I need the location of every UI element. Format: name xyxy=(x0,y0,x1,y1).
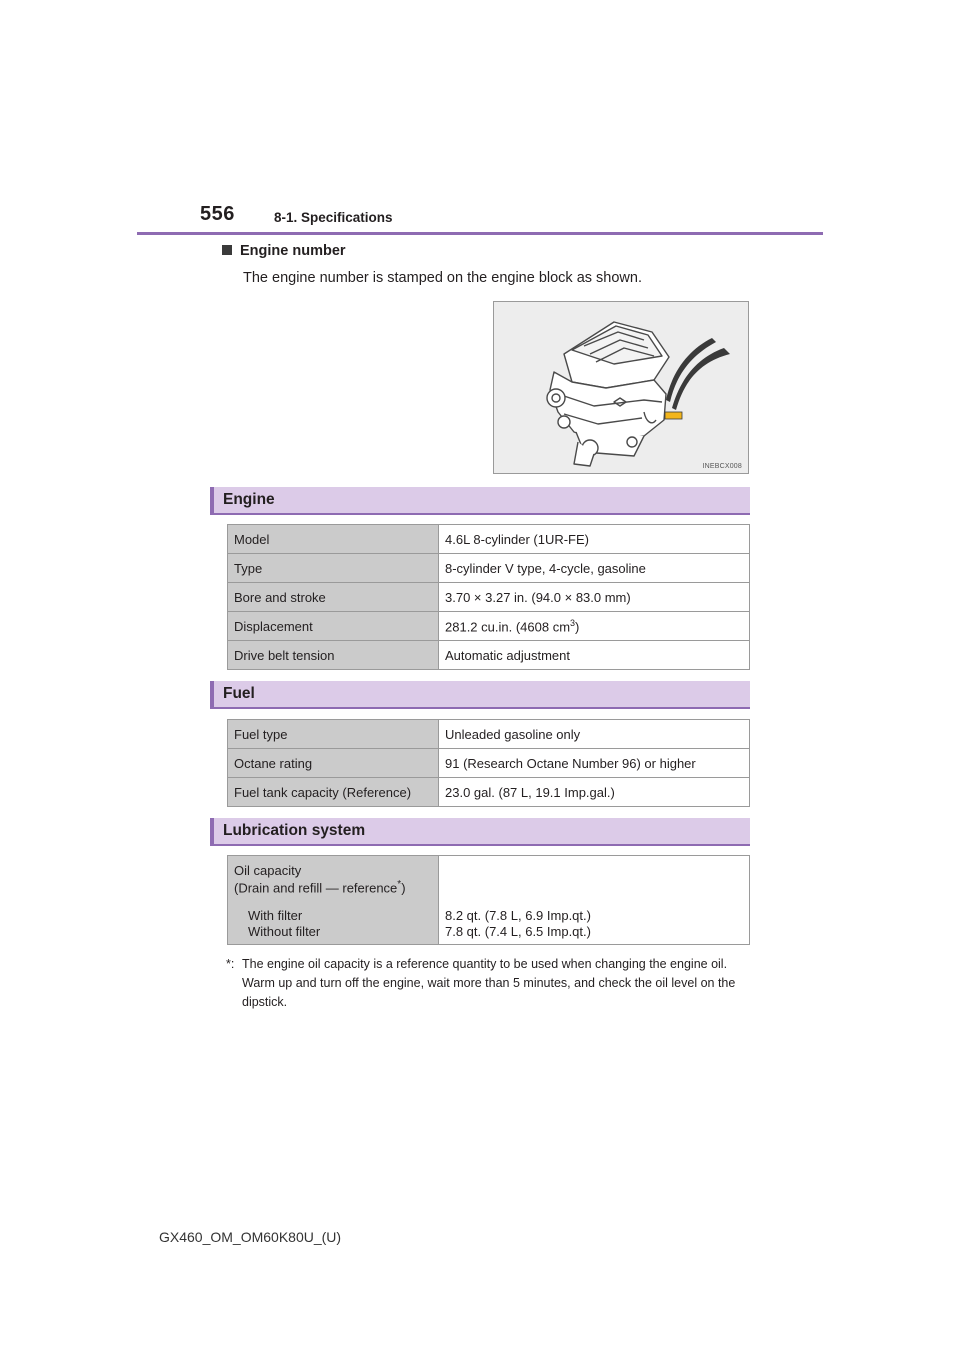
table-row xyxy=(228,612,750,641)
table-row xyxy=(228,583,750,612)
without-filter-value: 7.8 qt. (7.4 L, 6.5 Imp.qt.) xyxy=(445,924,591,939)
fuel-type-label: Fuel type xyxy=(228,720,439,749)
without-filter-label: Without filter xyxy=(248,924,321,939)
square-bullet-icon xyxy=(222,245,232,255)
footnote xyxy=(226,955,750,1012)
with-filter-value: 8.2 qt. (7.8 L, 6.9 Imp.qt.) xyxy=(445,908,591,923)
tank-capacity-label: Fuel tank capacity (Reference) xyxy=(228,778,439,807)
drive-belt-label: Drive belt tension xyxy=(228,641,439,670)
engine-table xyxy=(227,524,750,670)
engine-figure xyxy=(493,301,749,474)
table-row xyxy=(228,778,750,807)
figure-code: INEBCX008 xyxy=(702,463,742,470)
tank-capacity-value: 23.0 gal. (87 L, 19.1 Imp.gal.) xyxy=(439,778,750,807)
engine-type-value: 8-cylinder V type, 4-cycle, gasoline xyxy=(439,554,750,583)
engine-model-label: Model xyxy=(228,525,439,554)
engine-number-text: The engine number is stamped on the engine block as shown. xyxy=(243,270,642,286)
engine-heading: Engine xyxy=(223,491,275,508)
table-row xyxy=(228,554,750,583)
table-row xyxy=(228,720,750,749)
engine-type-label: Type xyxy=(228,554,439,583)
octane-value: 91 (Research Octane Number 96) or higher xyxy=(439,749,750,778)
header-rule xyxy=(137,232,823,235)
engine-number-heading xyxy=(222,243,346,259)
oil-capacity-label: Oil capacity xyxy=(234,863,302,878)
document-code: GX460_OM_OM60K80U_(U) xyxy=(159,1229,342,1245)
fuel-table xyxy=(227,719,750,807)
lubrication-table xyxy=(227,855,750,945)
lubrication-heading: Lubrication system xyxy=(223,822,366,839)
fuel-type-value: Unleaded gasoline only xyxy=(439,720,750,749)
oil-capacity-reference-label: (Drain and refill — reference*) xyxy=(234,879,406,896)
table-row xyxy=(228,525,750,554)
engine-number-heading-text: Engine number xyxy=(240,243,346,259)
footnote-mark: *: xyxy=(226,957,235,971)
engine-model-value: 4.6L 8-cylinder (1UR-FE) xyxy=(439,525,750,554)
engine-number-marker xyxy=(665,412,682,419)
footnote-text: The engine oil capacity is a reference quantity to be used when changing the engine oil. Warm up and turn off the engine, wait more than 5 minutes, and check the oil level on the dipstick. xyxy=(242,957,736,1009)
lubrication-section-band xyxy=(210,818,750,846)
octane-label: Octane rating xyxy=(228,749,439,778)
engine-section-band xyxy=(210,487,750,515)
fuel-section-band xyxy=(210,681,750,709)
oil-capacity-label-cell xyxy=(228,856,439,944)
drive-belt-value: Automatic adjustment xyxy=(439,641,750,670)
fuel-heading: Fuel xyxy=(223,685,255,702)
table-row xyxy=(228,641,750,670)
bore-stroke-label: Bore and stroke xyxy=(228,583,439,612)
page-number: 556 xyxy=(200,203,235,225)
bore-stroke-value: 3.70 × 3.27 in. (94.0 × 83.0 mm) xyxy=(439,583,750,612)
section-title: 8-1. Specifications xyxy=(274,210,393,225)
table-row xyxy=(228,749,750,778)
engine-illustration-icon xyxy=(494,302,748,473)
displacement-label: Displacement xyxy=(228,612,439,641)
displacement-value: 281.2 cu.in. (4608 $cm^3$) xyxy=(439,612,750,641)
with-filter-label: With filter xyxy=(248,908,303,923)
